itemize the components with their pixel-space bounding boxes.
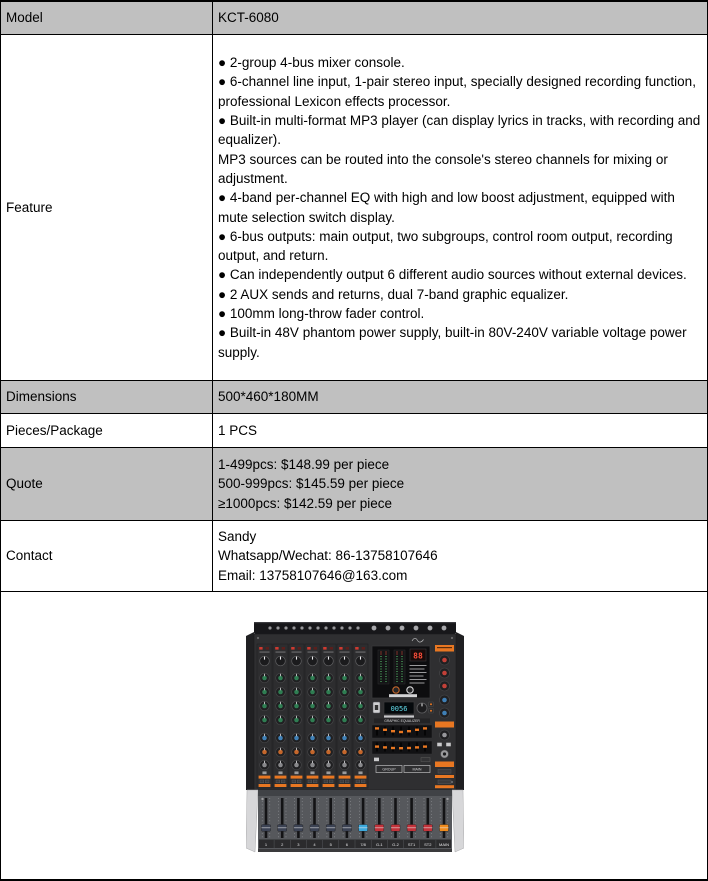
row-value-model (213, 2, 707, 35)
feature-item: ● 100mm long-throw fader control. (218, 305, 425, 321)
feature-item: ● Built-in 48V phantom power supply, built-in 80V-240V variable voltage power supply. (218, 325, 687, 360)
contact-name: Sandy (218, 529, 257, 545)
svg-text:ST1: ST1 (407, 842, 416, 847)
right-side-cheek (456, 632, 464, 790)
feature-item: ● 6-channel line input, 1-pair stereo input, specially designed recording function, professional Lexicon effects processor. (218, 74, 696, 109)
row-label-quote (1, 448, 213, 521)
feature-item: ● Built-in multi-format MP3 player (can display lyrics in tracks, with recording and equalizer). (218, 113, 701, 148)
mixer-console-image (246, 622, 464, 854)
control-surface (254, 634, 456, 790)
svg-text:0056: 0056 (390, 705, 408, 713)
feature-list (218, 53, 701, 362)
feature-label: Feature (6, 199, 53, 215)
effect-knob (393, 687, 399, 693)
row-value-feature (213, 35, 707, 381)
effect-label-strip (389, 694, 417, 697)
dimensions-value: 500*460*180MM (218, 389, 319, 405)
seven-segment-display (410, 649, 426, 661)
left-side-cheek (246, 632, 254, 790)
svg-text:ST2: ST2 (424, 842, 432, 847)
display-panel (372, 646, 430, 698)
contact-lines (218, 527, 701, 585)
package-value: 1 PCS (218, 422, 258, 438)
contact-whatsapp: Whatsapp/Wechat: 86-13758107646 (218, 548, 438, 564)
feature-item: ● Can independently output 6 different audio sources without external devices. (218, 267, 687, 283)
svg-text:G-2: G-2 (392, 842, 399, 847)
model-label: Model (6, 10, 43, 26)
svg-text:4: 4 (313, 842, 316, 847)
svg-text:GRAPHIC EQUALIZER: GRAPHIC EQUALIZER (384, 719, 420, 723)
row-label-model (1, 2, 213, 35)
left-silver-wing (246, 790, 258, 852)
svg-text:MAIN: MAIN (412, 767, 422, 772)
svg-text:GROUP: GROUP (382, 767, 396, 772)
feature-item: ● 6-bus outputs: main output, two subgroups, control room output, recording output, and return. (218, 228, 673, 264)
contact-email: Email: 13758107646@163.com (218, 567, 408, 583)
dimensions-label: Dimensions (6, 389, 77, 405)
svg-text:5: 5 (329, 842, 332, 847)
svg-text:1: 1 (264, 842, 268, 847)
feature-item: ● 2-group 4-bus mixer console. (218, 55, 405, 71)
svg-text:6: 6 (345, 842, 349, 847)
row-value-dimensions (213, 381, 707, 414)
fader-section (246, 790, 464, 852)
product-photo (246, 622, 464, 854)
package-label: Pieces/Package (6, 422, 103, 438)
model-value: KCT-6080 (218, 10, 279, 26)
quote-tier: 1-499pcs: $148.99 per piece (218, 457, 390, 473)
svg-text:7/8: 7/8 (360, 842, 366, 847)
product-image-cell (1, 592, 707, 879)
row-label-dimensions (1, 381, 213, 414)
row-value-package (213, 414, 707, 448)
row-label-feature (1, 35, 213, 381)
svg-text:G-1: G-1 (375, 842, 383, 847)
rear-connectors-strip (254, 622, 456, 634)
effect-knob (407, 687, 413, 693)
row-value-contact (213, 521, 707, 592)
quote-label: Quote (6, 476, 43, 492)
row-label-contact (1, 521, 213, 592)
feature-item: MP3 sources can be routed into the console's stereo channels for mixing or adjustment. (218, 151, 668, 186)
feature-item: ● 4-band per-channel EQ with high and low boost adjustment, equipped with mute selection switch display. (218, 190, 675, 225)
feature-item: ● 2 AUX sends and returns, dual 7-band graphic equalizer. (218, 286, 569, 302)
row-value-quote (213, 448, 707, 521)
channel-strips (257, 644, 368, 788)
quote-lines (218, 455, 701, 513)
quote-tier: ≥1000pcs: $142.59 per piece (218, 495, 393, 511)
svg-text:2: 2 (281, 842, 284, 847)
quote-tier: 500-999pcs: $145.59 per piece (218, 476, 405, 492)
svg-text:88: 88 (413, 651, 423, 661)
right-silver-wing (452, 790, 464, 852)
svg-text:3: 3 (297, 842, 300, 847)
contact-label: Contact (6, 548, 53, 564)
svg-text:MAIN: MAIN (439, 842, 449, 847)
row-label-package (1, 414, 213, 448)
